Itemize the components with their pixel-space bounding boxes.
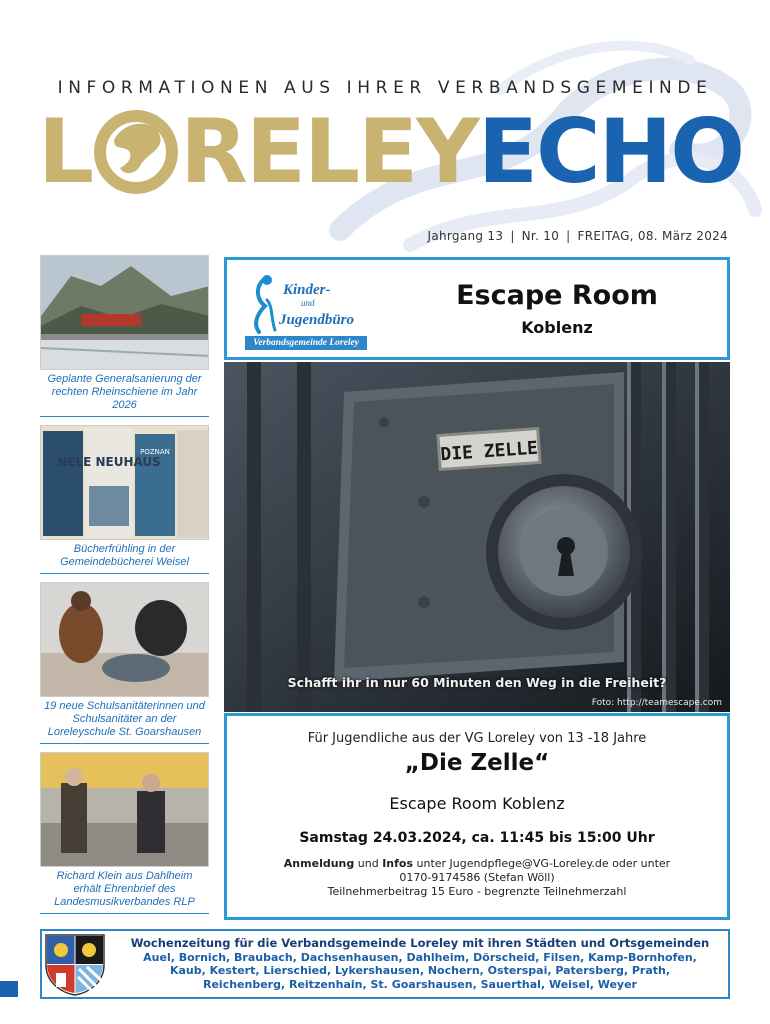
reg-label-anmeldung: Anmeldung — [283, 857, 355, 870]
event-date: Samstag 24.03.2024, ca. 11:45 bis 15:00 Uhr — [299, 830, 655, 846]
escape-room-photo — [224, 362, 730, 712]
event-audience: Für Jugendliche aus der VG Loreley von 13 -18 Jahre — [307, 731, 647, 746]
footer-places-1: Auel, Bornich, Braubach, Dachsenhausen, Dahlheim, Dörscheid, Filsen, Kamp-Bornhofen, — [143, 950, 697, 964]
book-title-text: NELE NEUHAUS — [57, 455, 161, 469]
teaser-image-rail[interactable] — [40, 255, 209, 370]
masthead-logo — [38, 100, 744, 203]
reg-email-text[interactable]: unter Jugendpflege@VG-Loreley.de oder unter — [416, 857, 671, 870]
lorelei-o-icon — [94, 110, 178, 194]
footer-box — [40, 929, 730, 999]
issue-volume: Jahrgang 13 — [427, 229, 504, 243]
main-article — [224, 257, 730, 920]
issue-number: Nr. 10 — [521, 229, 560, 243]
logo-line-jugendbuero: Jugendbüro — [279, 312, 355, 328]
reg-phone: 0170-9174586 (Stefan Wöll) — [399, 871, 555, 884]
event-name: „Die Zelle“ — [404, 750, 550, 776]
teaser-caption: 19 neue Schulsanitäterinnen und Schulsanitäter an der Loreleyschule St. Goarshausen — [40, 697, 209, 744]
teaser-image-award[interactable] — [40, 752, 209, 867]
teaser-caption: Geplante Generalsanierung der rechten Rheinschiene im Jahr 2026 — [40, 370, 209, 417]
teaser-caption: Bücherfrühling in der Gemeindebücherei Weisel — [40, 540, 209, 574]
book-title-text-2: POZNAN — [140, 448, 170, 456]
footer-text — [112, 937, 728, 991]
logo-letter-l: L — [38, 100, 93, 203]
article-title: Escape Room — [456, 280, 658, 311]
teaser-image-books[interactable] — [40, 425, 209, 540]
footer-headline: Wochenzeitung für die Verbandsgemeinde Loreley mit ihren Städten und Ortsgemeinden — [130, 936, 710, 950]
logo-text-loreley: RELEY — [180, 100, 478, 203]
footer-places-3: Reichenberg, Reitzenhain, St. Goarshausen, Sauerthal, Weisel, Weyer — [203, 977, 637, 991]
masthead-tagline: INFORMATIONEN AUS IHRER VERBANDSGEMEINDE — [57, 78, 713, 98]
article-subtitle: Koblenz — [521, 318, 593, 337]
sidebar-teasers — [40, 255, 209, 922]
coat-of-arms-icon — [42, 931, 108, 997]
logo-bar: Verbandsgemeinde Loreley — [245, 336, 367, 350]
teaser-image-firstaid[interactable] — [40, 582, 209, 697]
photo-caption: Schafft ihr in nur 60 Minuten den Weg in die Freiheit? — [287, 675, 667, 690]
cell-plate-text: DIE ZELLE — [439, 437, 539, 466]
teaser-caption: Richard Klein aus Dahlheim erhält Ehrenbrief des Landesmusikverbandes RLP — [40, 867, 209, 914]
event-registration — [227, 857, 727, 899]
logo-line-kinder: Kinder- — [283, 282, 331, 298]
issue-date: FREITAG, 08. März 2024 — [577, 229, 728, 243]
reg-and: und — [357, 857, 379, 870]
kids-figure-icon — [245, 270, 367, 336]
kinder-jugendbuero-logo[interactable] — [245, 270, 367, 350]
article-header-box — [224, 257, 730, 360]
logo-text-echo: ECHO — [477, 100, 744, 203]
reg-fee: Teilnehmerbeitrag 15 Euro - begrenzte Teilnehmerzahl — [327, 885, 627, 898]
event-details-box — [224, 713, 730, 920]
footer-places-2: Kaub, Kestert, Lierschied, Lykershausen, Nochern, Osterspai, Patersberg, Prath, — [169, 964, 671, 977]
photo-credit: Foto: http://teamescape.com — [591, 698, 722, 708]
logo-line-und: und — [301, 298, 315, 308]
reg-label-infos: Infos — [382, 857, 414, 870]
page-edge-marker — [0, 981, 18, 997]
issue-info: Jahrgang 13 | Nr. 10 | FREITAG, 08. März 2024 — [427, 229, 728, 243]
event-venue: Escape Room Koblenz — [389, 794, 565, 813]
